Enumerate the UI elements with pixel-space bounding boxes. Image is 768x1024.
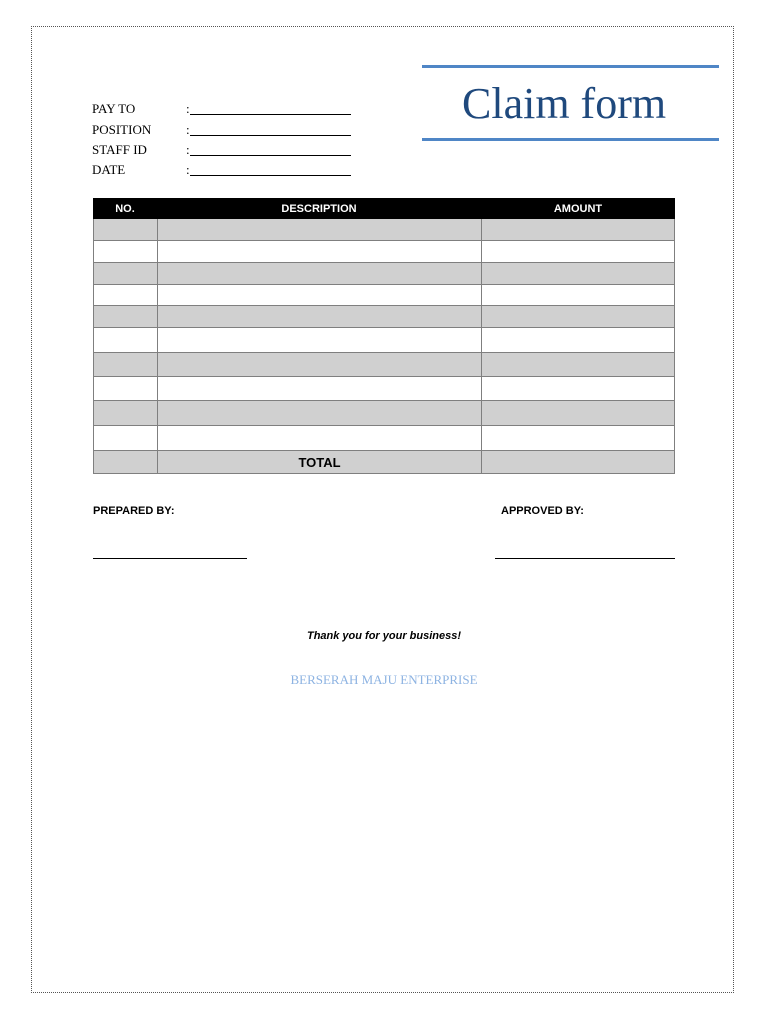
field-label: DATE — [92, 162, 126, 177]
amount-cell[interactable] — [481, 285, 675, 306]
field-label: POSITION — [92, 122, 152, 137]
table-header — [93, 198, 675, 219]
amount-cell[interactable] — [481, 353, 675, 377]
description-cell[interactable] — [157, 263, 481, 285]
prepared-by-label: PREPARED BY: — [93, 505, 175, 517]
no-cell[interactable] — [93, 426, 157, 451]
table-row — [93, 306, 675, 328]
amount-cell[interactable] — [481, 401, 675, 426]
description-cell[interactable] — [157, 377, 481, 401]
total-amount-cell[interactable] — [481, 451, 675, 474]
no-cell[interactable] — [93, 377, 157, 401]
no-cell[interactable] — [93, 328, 157, 353]
no-cell[interactable] — [93, 401, 157, 426]
field-label: STAFF ID — [92, 142, 147, 157]
table-row — [93, 377, 675, 401]
amount-cell[interactable] — [481, 328, 675, 353]
table-row — [93, 328, 675, 353]
header-amount: AMOUNT — [553, 202, 603, 215]
table-row — [93, 241, 675, 263]
description-cell[interactable] — [157, 353, 481, 377]
amount-cell[interactable] — [481, 219, 675, 241]
title-bottom-rule — [422, 138, 719, 141]
no-cell[interactable] — [93, 241, 157, 263]
amount-cell[interactable] — [481, 306, 675, 328]
table-row — [93, 401, 675, 426]
description-cell[interactable] — [157, 328, 481, 353]
table-row — [93, 353, 675, 377]
total-label: TOTAL — [157, 451, 481, 474]
no-cell[interactable] — [93, 219, 157, 241]
description-cell[interactable] — [157, 219, 481, 241]
description-cell[interactable] — [157, 241, 481, 263]
description-cell[interactable] — [157, 306, 481, 328]
prepared-by-signature-line[interactable] — [93, 558, 247, 559]
description-cell[interactable] — [157, 426, 481, 451]
description-cell[interactable] — [157, 285, 481, 306]
header-description: DESCRIPTION — [281, 202, 357, 215]
description-cell[interactable] — [157, 401, 481, 426]
position-input-line[interactable] — [190, 135, 351, 136]
no-cell[interactable] — [93, 353, 157, 377]
table-row — [93, 263, 675, 285]
amount-cell[interactable] — [481, 263, 675, 285]
amount-cell[interactable] — [481, 241, 675, 263]
title-top-rule — [422, 65, 719, 68]
date-input-line[interactable] — [190, 175, 351, 176]
staff-id-input-line[interactable] — [190, 155, 351, 156]
claim-table — [93, 198, 675, 474]
approved-by-label: APPROVED BY: — [501, 505, 584, 517]
field-colon: : — [186, 101, 190, 116]
approved-by-signature-line[interactable] — [495, 558, 675, 559]
table-row — [93, 285, 675, 306]
page-title: Claim form — [462, 79, 667, 128]
field-colon: : — [186, 162, 190, 177]
no-cell[interactable] — [93, 263, 157, 285]
table-row — [93, 426, 675, 451]
no-cell[interactable] — [93, 306, 157, 328]
company-name: BERSERAH MAJU ENTERPRISE — [290, 672, 478, 687]
header-no: NO. — [115, 202, 135, 215]
total-no-cell — [93, 451, 157, 474]
no-cell[interactable] — [93, 285, 157, 306]
amount-cell[interactable] — [481, 426, 675, 451]
total-row — [93, 451, 675, 474]
field-colon: : — [186, 142, 190, 157]
field-colon: : — [186, 122, 190, 137]
thank-you-note: Thank you for your business! — [306, 630, 462, 642]
table-row — [93, 219, 675, 241]
amount-cell[interactable] — [481, 377, 675, 401]
pay-to-input-line[interactable] — [190, 114, 351, 115]
field-label: PAY TO — [92, 101, 136, 116]
